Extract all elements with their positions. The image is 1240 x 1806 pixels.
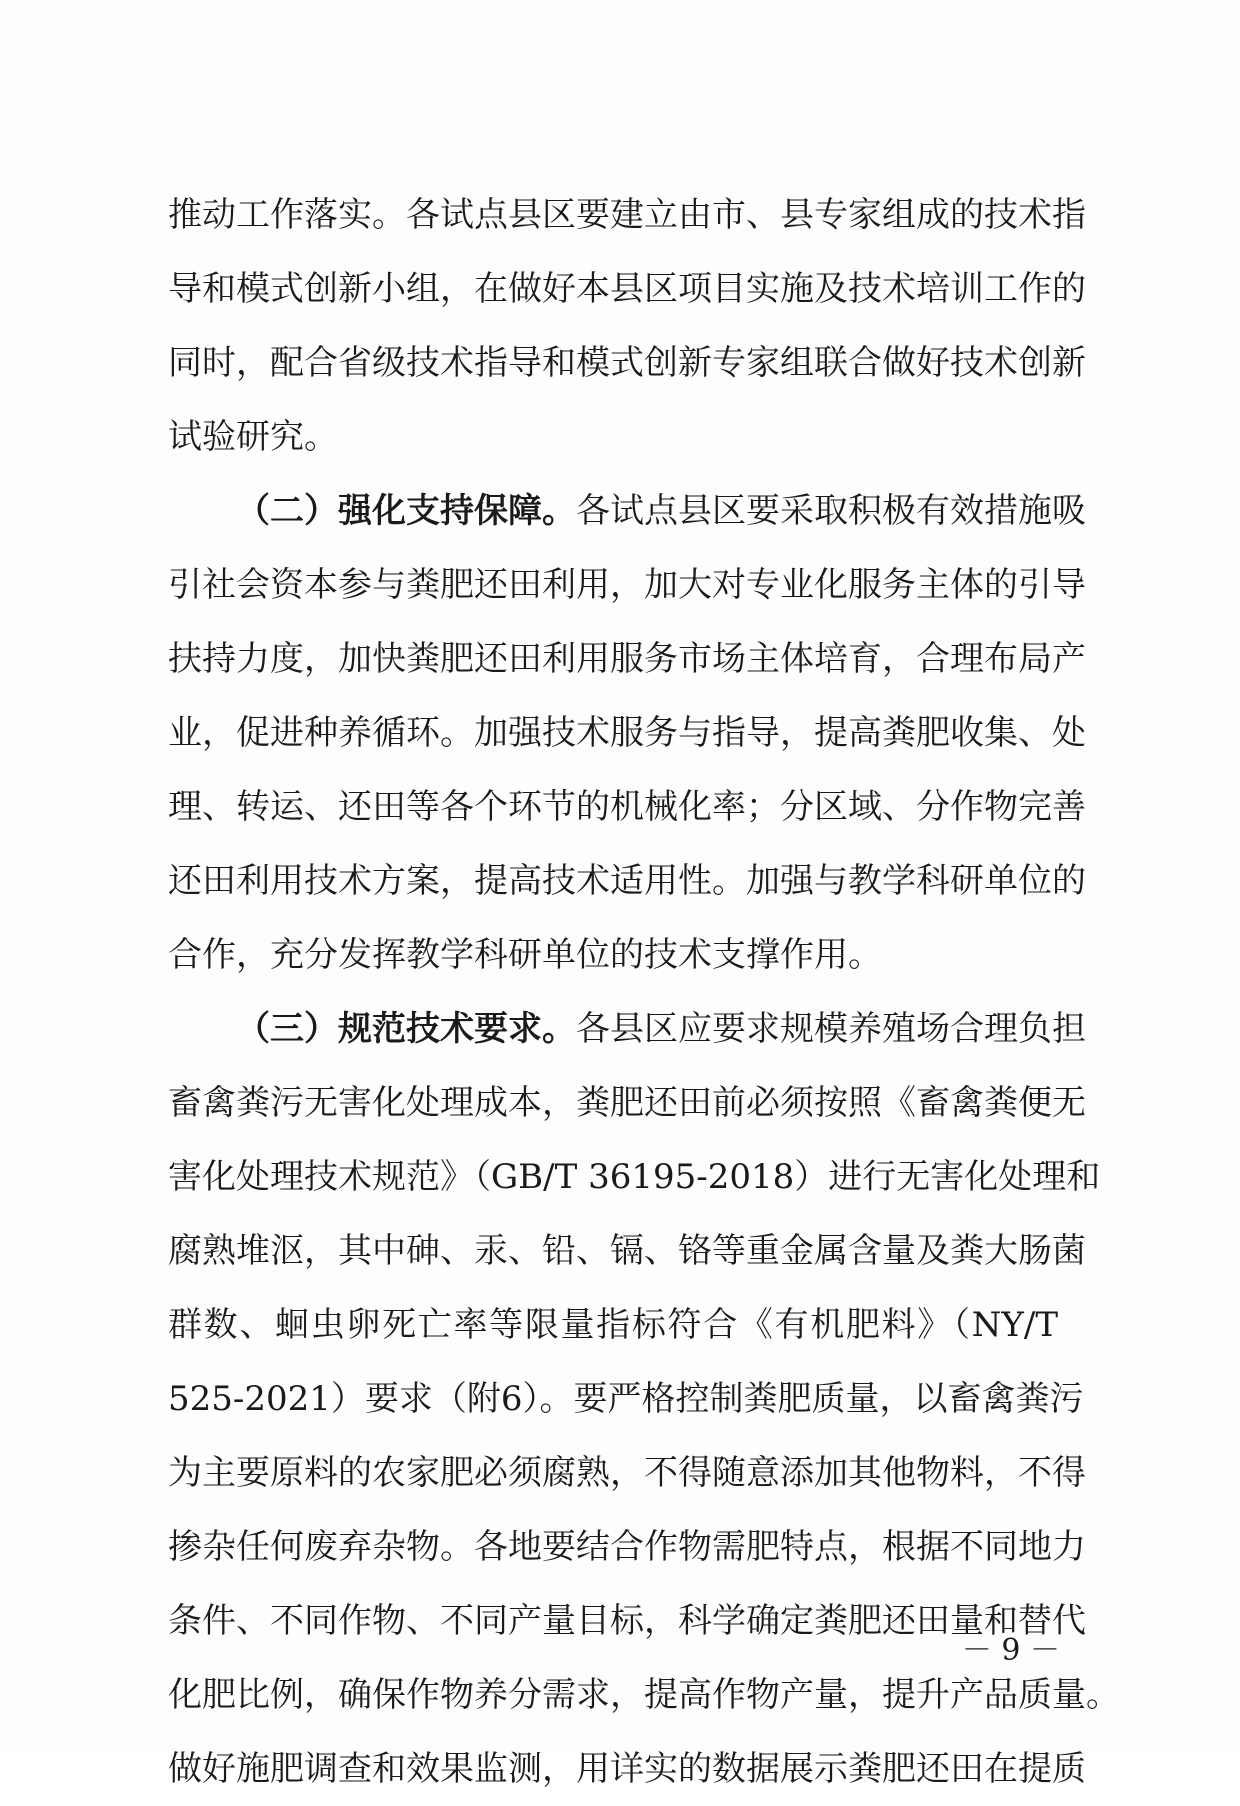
section-heading-line — [168, 992, 1086, 1066]
text-line: 同时，配合省级技术指导和模式创新专家组联合做好技术创新 — [168, 343, 1086, 383]
text-line: 推动工作落实。各试点县区要建立由市、县专家组成的技术指 — [168, 195, 1086, 235]
text-span: 各试点县区要采取积极有效措施吸 — [576, 491, 1086, 531]
section-heading-2: （二）强化支持保障。 — [236, 491, 576, 531]
text-line: 做好施肥调查和效果监测，用详实的数据展示粪肥还田在提质 — [168, 1749, 1086, 1789]
text-line: 害化处理技术规范》（GB/T 36195-2018）进行无害化处理和 — [168, 1157, 1101, 1197]
text-line: 导和模式创新小组，在做好本县区项目实施及技术培训工作的 — [168, 269, 1086, 309]
text-line: 群数、蛔虫卵死亡率等限量指标符合《有机肥料》（NY/T — [168, 1305, 1058, 1345]
text-line: 试验研究。 — [168, 417, 338, 457]
text-span: 各县区应要求规模养殖场合理负担 — [576, 1009, 1086, 1049]
page-number: － 9 － — [961, 1633, 1060, 1668]
section-heading-line — [168, 474, 1086, 548]
text-line: 扶持力度，加快粪肥还田利用服务市场主体培育，合理布局产 — [168, 639, 1086, 679]
text-line: 腐熟堆沤，其中砷、汞、铅、镉、铬等重金属含量及粪大肠菌 — [168, 1231, 1086, 1271]
text-line: 理、转运、还田等各个环节的机械化率；分区域、分作物完善 — [168, 787, 1086, 827]
section-heading-3: （三）规范技术要求。 — [236, 1009, 576, 1049]
text-line: 化肥比例，确保作物养分需求，提高作物产量，提升产品质量。 — [168, 1675, 1120, 1715]
text-line: 525-2021）要求（附6）。要严格控制粪肥质量，以畜禽粪污 — [168, 1379, 1084, 1419]
text-line: 畜禽粪污无害化处理成本，粪肥还田前必须按照《畜禽粪便无 — [168, 1083, 1086, 1123]
text-line: 还田利用技术方案，提高技术适用性。加强与教学科研单位的 — [168, 861, 1086, 901]
text-line: 掺杂任何废弃杂物。各地要结合作物需肥特点，根据不同地力 — [168, 1527, 1086, 1567]
text-line: 为主要原料的农家肥必须腐熟，不得随意添加其他物料，不得 — [168, 1453, 1086, 1493]
text-line: 合作，充分发挥教学科研单位的技术支撑作用。 — [168, 935, 882, 975]
text-line: 业，促进种养循环。加强技术服务与指导，提高粪肥收集、处 — [168, 713, 1086, 753]
text-line: 引社会资本参与粪肥还田利用，加大对专业化服务主体的引导 — [168, 565, 1086, 605]
text-line: 条件、不同作物、不同产量目标，科学确定粪肥还田量和替代 — [168, 1601, 1086, 1641]
body-text — [168, 178, 1120, 1806]
